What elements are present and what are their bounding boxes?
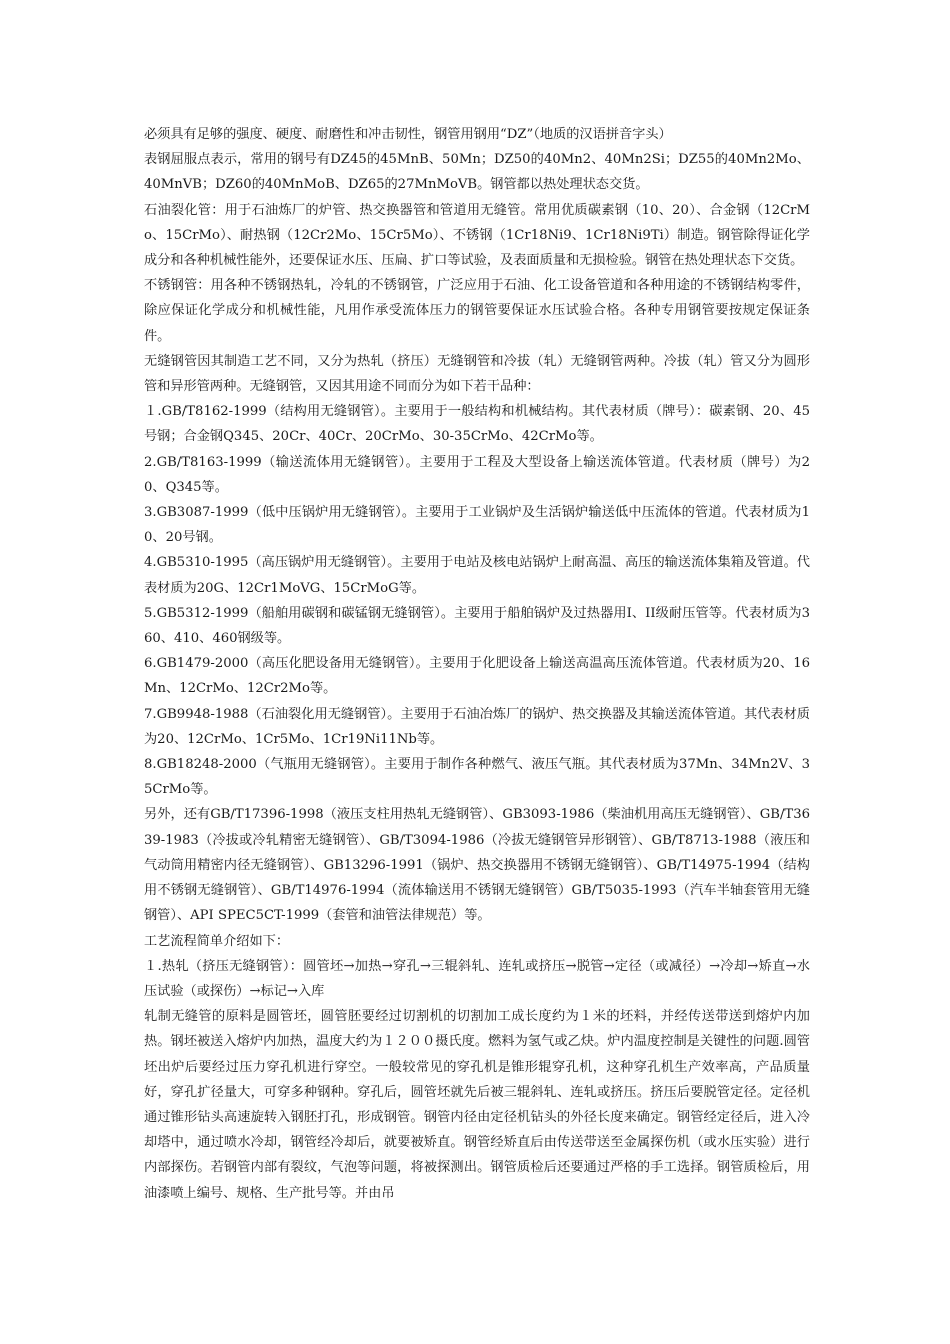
paragraph-11: 6.GB1479-2000（高压化肥设备用无缝钢管）。主要用于化肥设备上输送高温高压流体管道。代表材质为20、16Mn、12CrMo、12Cr2Mo等。	[144, 656, 810, 697]
paragraph-10: 5.GB5312-1999（船舶用碳钢和碳锰钢无缝钢管）。主要用于船舶锅炉及过热器用I、II级耐压管等。代表材质为360、410、460钢级等。	[144, 605, 810, 647]
paragraph-2: 表钢屈服点表示，常用的钢号有DZ45的45MnB、50Mn；DZ50的40Mn2、40Mn2Si；DZ55的40Mn2Mo、40MnVB；DZ60的40MnMoB、DZ65的27MnMoVB。钢管都以热处理状态交货。	[144, 152, 810, 193]
paragraph-3: 石油裂化管：用于石油炼厂的炉管、热交换器管和管道用无缝管。常用优质碳素钢（10、20）、合金钢（12CrMo、15CrMo）、耐热钢（12Cr2Mo、15Cr5Mo）、不锈钢（1Cr18Ni9、1Cr18Ni9Ti）制造。钢管除得证化学成分和各种机械性能外，还要保证水压、压扁、扩口等试验，及表面质量和无损检验。钢管在热处理状态下交货。	[144, 202, 810, 269]
paragraph-1: 必须具有足够的强度、硬度、耐磨性和冲击韧性，钢管用钢用“DZ”（地质的汉语拼音字头）	[144, 127, 672, 142]
paragraph-16: １.热轧（挤压无缝钢管）：圆管坯→加热→穿孔→三辊斜轧、连轧或挤压→脱管→定径（或减径）→冷却→矫直→水压试验（或探伤）→标记→入库	[144, 958, 810, 999]
paragraph-5: 无缝钢管因其制造工艺不同，又分为热轧（挤压）无缝钢管和冷拔（轧）无缝钢管两种。冷拔（轧）管又分为圆形管和异形管两种。无缝钢管，又因其用途不同而分为如下若干品种：	[144, 353, 810, 395]
paragraph-8: 3.GB3087-1999（低中压锅炉用无缝钢管）。主要用于工业锅炉及生活锅炉输送低中压流体的管道。代表材质为10、20号钢。	[144, 505, 810, 546]
paragraph-13: 8.GB18248-2000（气瓶用无缝钢管）。主要用于制作各种燃气、液压气瓶。其代表材质为37Mn、34Mn2V、35CrMo等。	[144, 757, 810, 798]
paragraph-12: 7.GB9948-1988（石油裂化用无缝钢管）。主要用于石油冶炼厂的锅炉、热交换器及其输送流体管道。其代表材质为20、12CrMo、1Cr5Mo、1Cr19Ni11Nb等。	[144, 706, 810, 747]
paragraph-9: 4.GB5310-1995（高压锅炉用无缝钢管）。主要用于电站及核电站锅炉上耐高温、高压的输送流体集箱及管道。代表材质为20G、12Cr1MoVG、15CrMoG等。	[144, 555, 810, 596]
document-body	[144, 122, 810, 1206]
paragraph-17: 轧制无缝管的原料是圆管坯，圆管胚要经过切割机的切割加工成长度约为１米的坯料，并经传送带送到熔炉内加热。钢坯被送入熔炉内加热，温度大约为１２００摄氏度。燃料为氢气或乙炔。炉内温度控制是关键性的问题.圆管坯出炉后要经过压力穿孔机进行穿空。一般较常见的穿孔机是锥形辊穿孔机，这种穿孔机生产效率高，产品质量好，穿孔扩径量大，可穿多种钢种。穿孔后，圆管坯就先后被三辊斜轧、连轧或挤压。挤压后要脱管定径。定径机通过锥形钻头高速旋转入钢胚打孔，形成钢管。钢管内径由定径机钻头的外径长度来确定。钢管经定径后，进入冷却塔中，通过喷水冷却，钢管经冷却后，就要被矫直。钢管经矫直后由传送带送至金属探伤机（或水压实验）进行内部探伤。若钢管内部有裂纹，气泡等问题，将被探测出。钢管质检后还要通过严格的手工选择。钢管质检后，用油漆喷上编号、规格、生产批号等。并由吊	[144, 1009, 810, 1201]
paragraph-6: １.GB/T8162-1999（结构用无缝钢管）。主要用于一般结构和机械结构。其代表材质（牌号）：碳素钢、20、45号钢；合金钢Q345、20Cr、40Cr、20CrMo、30-35CrMo、42CrMo等。	[144, 404, 810, 445]
paragraph-7: 2.GB/T8163-1999（输送流体用无缝钢管）。主要用于工程及大型设备上输送流体管道。代表材质（牌号）为20、Q345等。	[144, 454, 810, 495]
paragraph-15: 工艺流程简单介绍如下：	[144, 933, 290, 949]
paragraph-14: 另外，还有GB/T17396-1998（液压支柱用热轧无缝钢管）、GB3093-1986（柴油机用高压无缝钢管）、GB/T3639-1983（冷拔或冷轧精密无缝钢管）、GB/T3094-1986（冷拔无缝钢管异形钢管）、GB/T8713-1988（液压和气动筒用精密内径无缝钢管）、GB13296-1991（锅炉、热交换器用不锈钢无缝钢管）、GB/T14975-1994（结构用不锈钢无缝钢管）、GB/T14976-1994（流体输送用不锈钢无缝钢管）GB/T5035-1993（汽车半轴套管用无缝钢管）、API SPEC5CT-1999（套管和油管法律规范）等。	[144, 807, 810, 924]
paragraph-4: 不锈钢管：用各种不锈钢热轧，冷轧的不锈钢管，广泛应用于石油、化工设备管道和各种用途的不锈钢结构零件，除应保证化学成分和机械性能，凡用作承受流体压力的钢管要保证水压试验合格。各种专用钢管要按规定保证条件。	[144, 278, 810, 344]
